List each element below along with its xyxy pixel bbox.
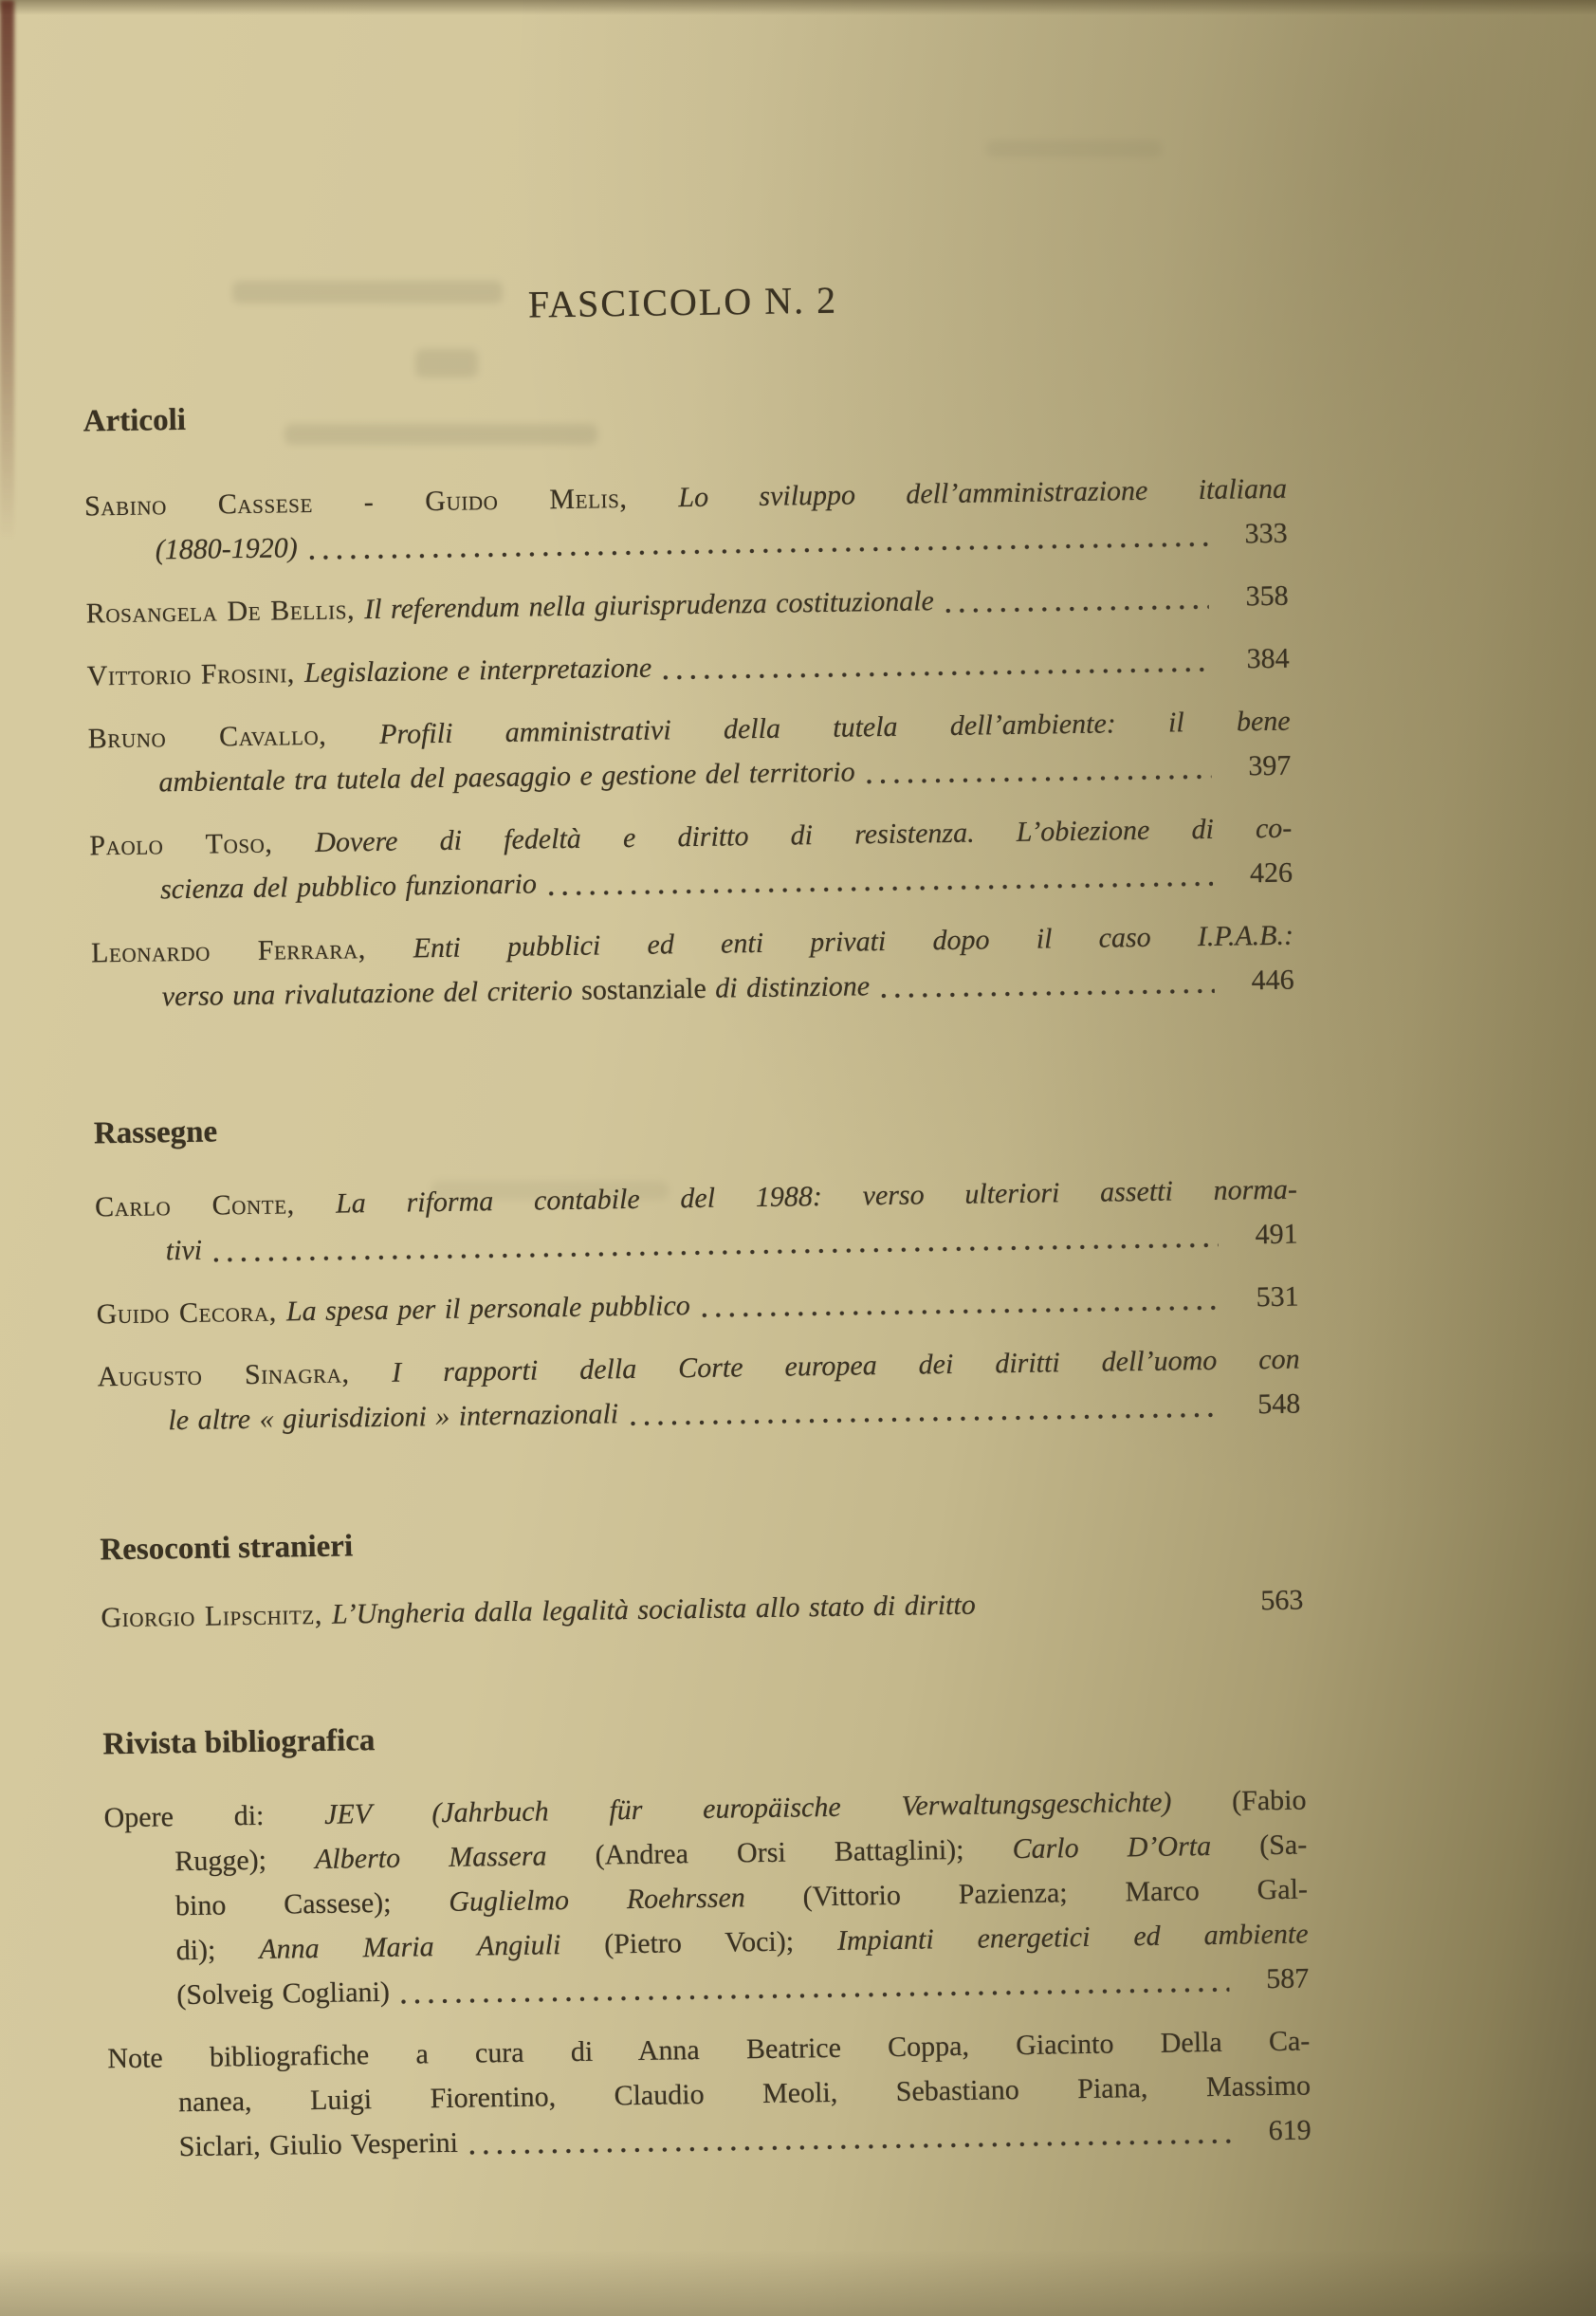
section-heading: Articoli [83,402,187,439]
page-number: 446 [1251,964,1294,997]
entry-text: tivi [165,1234,203,1267]
book-gutter-shadow [0,0,14,541]
dot-leader [401,1987,1230,2005]
toc-entry [96,1275,1299,1337]
dot-leader [663,667,1210,681]
toc-entry [87,699,1291,806]
entry-text: Rugge); Alberto Massera (Andrea Orsi Battaglini); Carlo D’Orta (Sa- [174,1829,1308,1878]
entry-text: ambientale tra tutela del paesaggio e gestione del territorio [158,756,855,799]
entry-text: Augusto Sinagra, I rapporti della Corte europea dei diritti dell’uomo con [97,1343,1300,1393]
section-heading: Resoconti stranieri [100,1529,354,1568]
dot-leader [945,604,1209,614]
toc-section [102,1704,1312,2171]
entry-text: nanea, Luigi Fiorentino, Claudio Meoli, Sebastiano Piana, Massimo [177,2069,1312,2119]
page-title: FASCICOLO N. 2 [527,278,838,326]
dot-leader [469,2139,1232,2156]
page-number: 619 [1268,2114,1312,2147]
dot-leader [987,1608,1224,1618]
section-entries [101,1578,1304,1641]
entry-text: Paolo Toso, Dovere di fedeltà e diritto di resistenza. L’obiezione di co- [89,812,1293,862]
dot-leader [309,542,1208,561]
dot-leader [548,881,1213,896]
toc-sections [83,381,1312,2171]
entry-text: scienza del pubblico funzionario [159,868,538,906]
entry-text: Guido Cecora, La spesa per il personale pubblico [96,1290,690,1331]
entry-text: Leonardo Ferrara, Enti pubblici ed enti privati dopo il caso I.P.A.B.: [90,919,1294,969]
page-number: 333 [1244,517,1288,550]
entry-text: bino Cassese); Guglielmo Roehrssen (Vittorio Pazienza; Marco Gal- [174,1873,1309,1922]
dot-leader [630,1412,1220,1426]
toc-entry-line [85,574,1289,636]
entry-text: le altre « giurisdizioni » internazionali [168,1398,619,1437]
entry-text: di); Anna Maria Angiuli (Pietro Voci); Impianti energetici ed ambiente [175,1918,1309,1967]
page-number: 563 [1260,1584,1304,1617]
entry-text: Carlo Conte, La riforma contabile del 1988: verso ulteriori assetti norma- [94,1173,1298,1223]
dot-leader [702,1305,1220,1318]
toc-entry-line [86,636,1290,699]
entry-text: Vittorio Frosini, Legislazione e interpretazione [86,652,652,692]
page-number: 384 [1246,642,1290,675]
section-heading: Rivista bibliografica [102,1723,376,1762]
entry-text: (1880-1920) [155,532,299,566]
section-entries [95,1167,1301,1444]
toc-entry [103,1778,1309,2019]
dot-leader [867,774,1212,784]
dot-leader [213,1242,1219,1263]
entry-text: Rosangela De Bellis, Il referendum nella giurisprudenza costituzionale [85,585,935,630]
toc-section [83,381,1294,1020]
section-heading: Rassegne [93,1114,218,1151]
page-number: 587 [1266,1962,1310,1995]
page-number: 426 [1249,856,1293,890]
entry-text: Siclari, Giulio Vesperini [178,2126,459,2163]
toc-section [100,1510,1304,1641]
entry-text: (Solveig Cogliani) [176,1976,391,2012]
toc-entry [86,636,1290,699]
page-number: 358 [1245,579,1289,613]
page-number: 548 [1257,1388,1301,1421]
entry-text: Opere di: JEV (Jahrbuch für europäische Verwaltungsgeschichte) (Fabio [103,1784,1307,1834]
entry-text: Sabino Cassese - Guido Melis, Lo sviluppo dell’amministrazione italiana [83,472,1288,523]
page-number: 397 [1248,749,1292,782]
toc-entry [84,467,1288,574]
table-of-contents [77,0,1312,2188]
toc-entry [97,1337,1300,1444]
dot-leader [881,988,1215,999]
entry-text: Giorgio Lipschitz, L’Ungheria dalla legalità socialista allo stato di diritto [101,1589,976,1634]
toc-entry-line [101,1578,1304,1641]
toc-entry [89,806,1293,913]
toc-section [94,1094,1301,1444]
toc-entry [85,574,1289,636]
toc-entry [95,1167,1298,1275]
toc-entry [91,913,1294,1020]
toc-entry-line [96,1275,1299,1337]
entry-text: Bruno Cavallo, Profili amministrativi della tutela dell’ambiente: il bene [87,705,1291,755]
toc-entry [107,2018,1312,2170]
page-number: 531 [1256,1280,1299,1314]
page-number: 491 [1255,1218,1298,1251]
toc-entry [101,1578,1304,1641]
section-entries [103,1778,1312,2171]
section-entries [84,467,1294,1020]
entry-text: Note bibliografiche a cura di Anna Beatrice Coppa, Giacinto Della Ca- [107,2025,1311,2075]
entry-text: verso una rivalutazione del criterio sostanziale di distinzione [161,970,871,1013]
